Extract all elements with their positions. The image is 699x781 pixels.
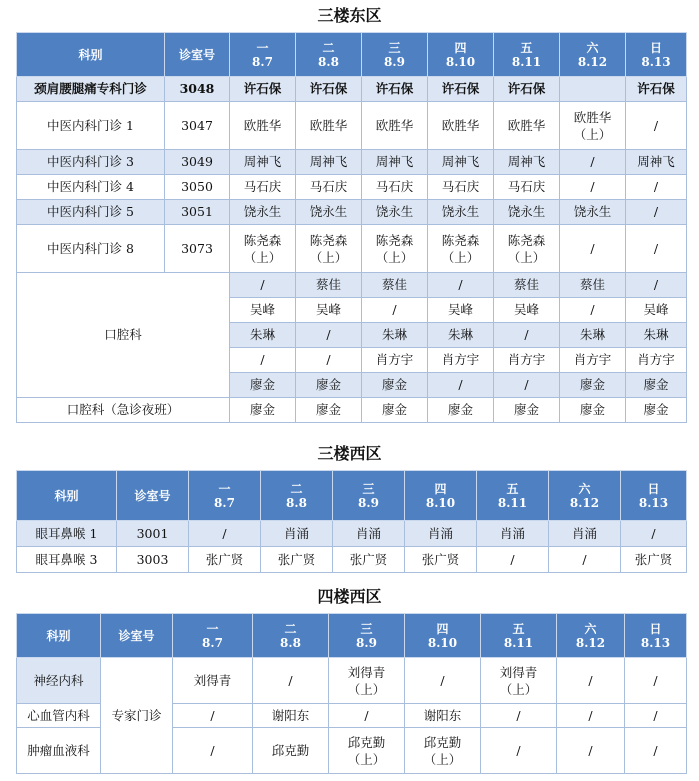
header-day: 二 8.8 [253,614,329,658]
header-day: 六 8.12 [560,33,626,77]
schedule-cell: 吴峰 [626,298,687,323]
schedule-cell: / [477,547,549,573]
schedule-cell: 肖方宇 [494,348,560,373]
header-day: 日 8.13 [621,471,687,521]
schedule-cell: 许石保 [296,77,362,102]
schedule-cell: / [626,200,687,225]
schedule-cell: 马石庆 [494,175,560,200]
schedule-cell: / [329,704,405,728]
schedule-cell: 陈尧森 （上） [296,225,362,273]
schedule-cell: 肖涌 [549,521,621,547]
schedule-cell: / [626,175,687,200]
schedule-cell: 廖金 [626,398,687,423]
schedule-cell: 邱克勤 [253,728,329,774]
schedule-cell: / [625,658,687,704]
dept-cell: 颈肩腰腿痛专科门诊 [17,77,165,102]
table-row [17,273,687,298]
schedule-cell: / [296,323,362,348]
schedule-cell: 肖涌 [261,521,333,547]
schedule-cell: / [560,150,626,175]
schedule-cell: 廖金 [626,373,687,398]
header-room: 诊室号 [101,614,173,658]
dept-cell: 中医内科门诊 5 [17,200,165,225]
schedule-cell: 廖金 [296,398,362,423]
schedule-cell: 肖方宇 [626,348,687,373]
schedule-cell: 陈尧森 （上） [230,225,296,273]
schedule-cell: 谢阳东 [405,704,481,728]
room-cell: 3073 [165,225,230,273]
table-row [17,398,687,423]
room-cell: 3048 [165,77,230,102]
schedule-cell: 刘得青 （上） [481,658,557,704]
header-day: 一 8.7 [189,471,261,521]
schedule-cell: 陈尧森 （上） [362,225,428,273]
schedule-cell: 廖金 [428,398,494,423]
schedule-cell: 吴峰 [230,298,296,323]
table-row [17,200,687,225]
table-row [17,658,687,704]
section-title-west4: 四楼西区 [317,587,382,606]
schedule-cell: 廖金 [296,373,362,398]
schedule-cell: 许石保 [626,77,687,102]
header-day: 四 8.10 [405,471,477,521]
header-room: 诊室号 [165,33,230,77]
room-cell: 3051 [165,200,230,225]
dept-cell: 神经内科 [17,658,101,704]
schedule-cell: 许石保 [362,77,428,102]
table-row [17,77,687,102]
header-day: 日 8.13 [626,33,687,77]
schedule-cell: 蔡佳 [560,273,626,298]
schedule-cell: 饶永生 [428,200,494,225]
schedule-cell: 张广贤 [333,547,405,573]
dept-cell: 眼耳鼻喉 3 [17,547,117,573]
schedule-cell: / [560,225,626,273]
schedule-cell: 陈尧森 （上） [428,225,494,273]
schedule-cell: 朱琳 [362,323,428,348]
schedule-cell: 肖方宇 [362,348,428,373]
schedule-cell: 周神飞 [428,150,494,175]
schedule-cell: / [428,273,494,298]
schedule-cell: 张广贤 [405,547,477,573]
schedule-cell: 谢阳东 [253,704,329,728]
header-day: 五 8.11 [481,614,557,658]
schedule-cell: 欧胜华 [362,102,428,150]
schedule-cell: 廖金 [494,398,560,423]
schedule-cell: 邱克勤 （上） [329,728,405,774]
schedule-table-west4 [16,613,687,774]
header-day: 五 8.11 [494,33,560,77]
schedule-cell: 饶永生 [362,200,428,225]
dept-cell: 中医内科门诊 1 [17,102,165,150]
schedule-cell: 周神飞 [296,150,362,175]
schedule-cell: 吴峰 [428,298,494,323]
schedule-cell: 张广贤 [621,547,687,573]
header-day: 二 8.8 [261,471,333,521]
schedule-cell: / [230,348,296,373]
schedule-cell: / [481,704,557,728]
dept-cell: 中医内科门诊 4 [17,175,165,200]
schedule-cell: / [173,728,253,774]
schedule-cell: 廖金 [560,373,626,398]
schedule-cell: / [625,704,687,728]
schedule-cell: 饶永生 [560,200,626,225]
schedule-cell: 周神飞 [626,150,687,175]
schedule-cell: 马石庆 [296,175,362,200]
dept-cell: 眼耳鼻喉 1 [17,521,117,547]
schedule-cell: 马石庆 [362,175,428,200]
schedule-cell: / [481,728,557,774]
schedule-cell: 陈尧森 （上） [494,225,560,273]
schedule-cell: 马石庆 [230,175,296,200]
schedule-cell: 马石庆 [428,175,494,200]
dept-cell: 中医内科门诊 3 [17,150,165,175]
schedule-cell: 许石保 [428,77,494,102]
room-cell: 3050 [165,175,230,200]
schedule-cell: / [626,102,687,150]
dept-cell: 中医内科门诊 8 [17,225,165,273]
schedule-cell: 吴峰 [494,298,560,323]
schedule-cell: 肖涌 [405,521,477,547]
header-dept: 科别 [17,614,101,658]
header-dept: 科别 [17,33,165,77]
header-day: 二 8.8 [296,33,362,77]
schedule-cell: / [621,521,687,547]
schedule-cell: 廖金 [230,373,296,398]
schedule-cell: 吴峰 [296,298,362,323]
schedule-cell: / [560,298,626,323]
header-day: 三 8.9 [333,471,405,521]
room-cell: 3047 [165,102,230,150]
schedule-cell: 廖金 [362,373,428,398]
header-room: 诊室号 [117,471,189,521]
schedule-cell: 许石保 [494,77,560,102]
schedule-cell: 欧胜华 [494,102,560,150]
header-day: 四 8.10 [428,33,494,77]
header-dept: 科别 [17,471,117,521]
header-day: 四 8.10 [405,614,481,658]
schedule-cell [560,77,626,102]
room-cell-merged: 专家门诊 [101,658,173,774]
schedule-table-west3 [16,470,687,573]
dept-cell-oral: 口腔科 [17,273,230,398]
schedule-cell: / [296,348,362,373]
schedule-cell: 欧胜华 [230,102,296,150]
schedule-cell: 欧胜华 （上） [560,102,626,150]
schedule-cell: 许石保 [230,77,296,102]
schedule-table-east3 [16,32,687,423]
schedule-cell: 朱琳 [560,323,626,348]
schedule-cell: 饶永生 [494,200,560,225]
room-cell: 3001 [117,521,189,547]
schedule-cell: 张广贤 [261,547,333,573]
schedule-cell: 蔡佳 [494,273,560,298]
schedule-cell: 邱克勤 （上） [405,728,481,774]
schedule-cell: 张广贤 [189,547,261,573]
schedule-cell: 廖金 [230,398,296,423]
schedule-cell: 廖金 [560,398,626,423]
dept-cell-night: 口腔科（急诊夜班） [17,398,230,423]
schedule-cell: 蔡佳 [296,273,362,298]
schedule-cell: 饶永生 [230,200,296,225]
header-day: 三 8.9 [329,614,405,658]
schedule-cell: / [549,547,621,573]
schedule-cell: 刘得青 [173,658,253,704]
room-cell: 3049 [165,150,230,175]
table-row [17,150,687,175]
section-title-west3: 三楼西区 [317,444,382,463]
header-day: 三 8.9 [362,33,428,77]
table-row [17,521,687,547]
schedule-cell: / [626,273,687,298]
schedule-cell: 朱琳 [230,323,296,348]
schedule-cell: / [428,373,494,398]
schedule-cell: 肖涌 [333,521,405,547]
schedule-cell: 朱琳 [626,323,687,348]
schedule-cell: / [230,273,296,298]
header-day: 一 8.7 [173,614,253,658]
schedule-cell: 饶永生 [296,200,362,225]
schedule-cell: 周神飞 [230,150,296,175]
schedule-cell: / [173,704,253,728]
table-row [17,102,687,150]
schedule-cell: / [494,323,560,348]
schedule-cell: 刘得青 （上） [329,658,405,704]
table-header-row [17,614,687,658]
schedule-cell: / [625,728,687,774]
schedule-cell: 欧胜华 [296,102,362,150]
schedule-cell: / [362,298,428,323]
room-cell: 3003 [117,547,189,573]
table-row [17,547,687,573]
schedule-cell: 欧胜华 [428,102,494,150]
schedule-cell: / [560,175,626,200]
table-row [17,225,687,273]
schedule-cell: 肖方宇 [560,348,626,373]
schedule-cell: 肖方宇 [428,348,494,373]
header-day: 六 8.12 [557,614,625,658]
schedule-cell: 肖涌 [477,521,549,547]
schedule-cell: 蔡佳 [362,273,428,298]
header-day: 一 8.7 [230,33,296,77]
schedule-cell: / [253,658,329,704]
schedule-cell: 周神飞 [362,150,428,175]
section-title-east3: 三楼东区 [317,6,382,25]
schedule-cell: 廖金 [362,398,428,423]
schedule-cell: / [189,521,261,547]
header-day: 日 8.13 [625,614,687,658]
schedule-cell: 朱琳 [428,323,494,348]
schedule-cell: / [494,373,560,398]
dept-cell: 心血管内科 [17,704,101,728]
schedule-cell: / [626,225,687,273]
schedule-cell: 周神飞 [494,150,560,175]
table-header-row [17,471,687,521]
schedule-cell: / [557,728,625,774]
table-header-row [17,33,687,77]
header-day: 六 8.12 [549,471,621,521]
schedule-cell: / [405,658,481,704]
dept-cell: 肿瘤血液科 [17,728,101,774]
schedule-cell: / [557,704,625,728]
header-day: 五 8.11 [477,471,549,521]
schedule-cell: / [557,658,625,704]
table-row [17,175,687,200]
